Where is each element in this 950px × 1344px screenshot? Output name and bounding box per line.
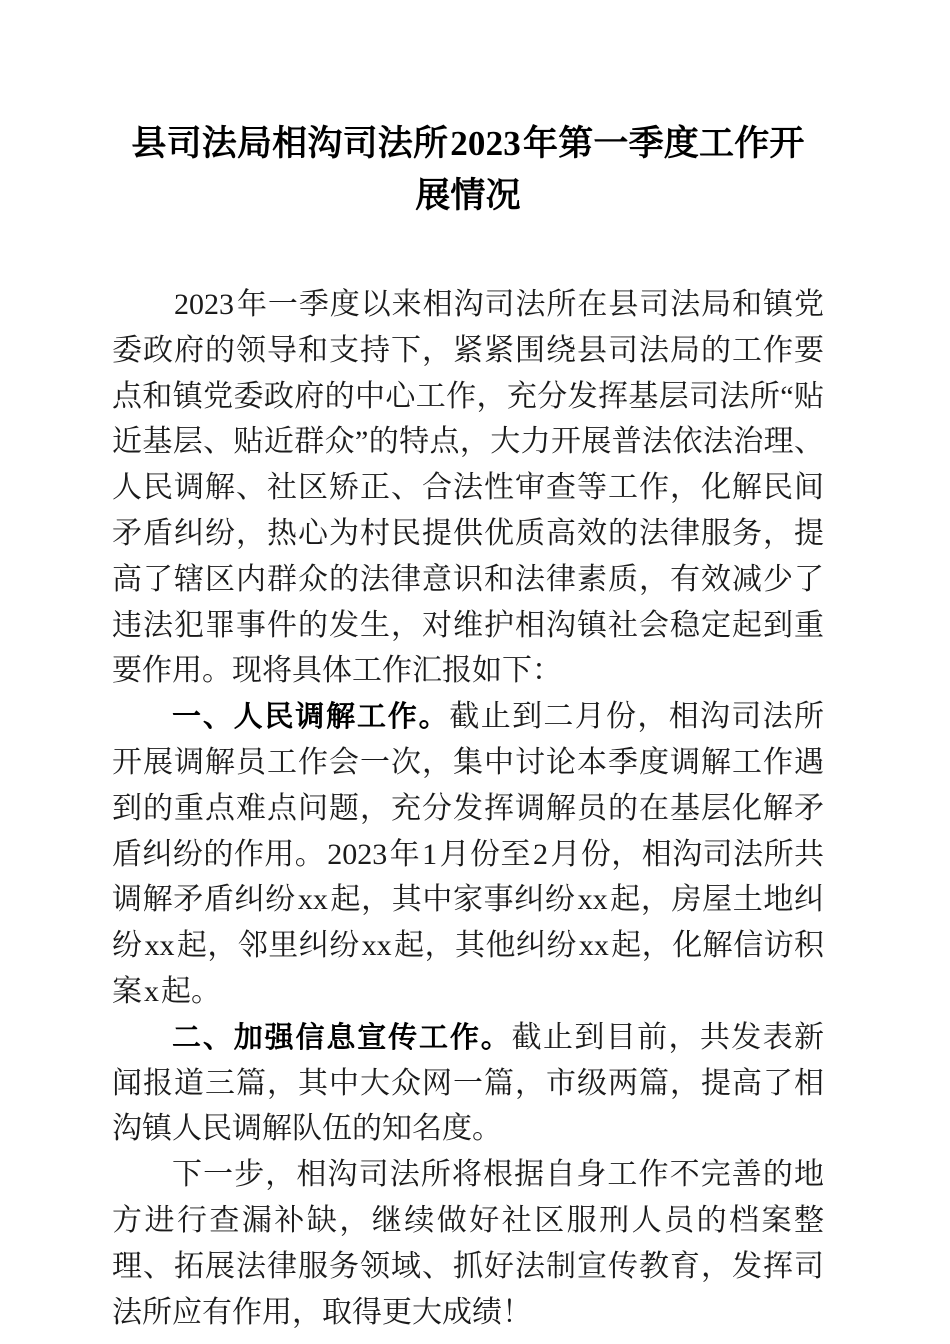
latin-run: 2023 [174, 288, 234, 321]
latin-run: 2023 [450, 124, 521, 163]
latin-run: xx [361, 929, 392, 963]
paragraph-section-2 [112, 1015, 824, 1152]
paragraph-closing: 下一步，相沟司法所将根据自身工作不完善的地方进行查漏补缺，继续做好社区服刑人员的档案整理、拓展法律服务领域、抓好法制宣传教育，发挥司法所应有作用，取得更大成绩！ [112, 1158, 824, 1329]
latin-run: xx [578, 929, 609, 963]
section-heading-1: 一、人民调解工作。 [172, 699, 450, 734]
section-body-1: 截止到二月份，相沟司法所开展调解员工作会一次，集中讨论本季度调解工作遇到的重点难点问题，充分发挥调解员的在基层化解矛盾纠纷的作用。2023年1月份至2月份，相沟司法所共调解矛盾纠纷xx起，其中家事纠纷xx起，房屋土地纠纷xx起，邻里纠纷xx起，其他纠纷xx起，化解信访积案x起。 [112, 700, 825, 1008]
latin-run: 2023 [327, 837, 388, 871]
document-body [112, 118, 824, 1335]
section-body-2: 截止到目前，共发表新闻报道三篇，其中大众网一篇，市级两篇，提高了相沟镇人民调解队伍的知名度。 [112, 1020, 824, 1146]
latin-run: 1 [422, 837, 438, 871]
section-heading-2: 二、加强信息宣传工作。 [172, 1019, 512, 1054]
paragraph-section-1 [112, 694, 824, 1015]
page-title: 县司法局相沟司法所2023年第一季度工作开展情况 [131, 123, 805, 216]
latin-run: 2 [532, 837, 548, 871]
latin-run: xx [297, 883, 328, 917]
paragraph-intro: 2023年一季度以来相沟司法所在县司法局和镇党委政府的领导和支持下，紧紧围绕县司法局的工作要点和镇党委政府的中心工作，充分发挥基层司法所“贴近基层、贴近群众”的特点，大力开展普法依法治理、人民调解、社区矫正、合法性审查等工作，化解民间矛盾纠纷，热心为村民提供优质高效的法律服务，提高了辖区内群众的法律意识和法律素质，有效减少了违法犯罪事件的发生，对维护相沟镇社会稳定起到重要作用。现将具体工作汇报如下： [112, 288, 824, 688]
latin-run: xx [577, 883, 608, 917]
latin-run: xx [144, 929, 175, 963]
latin-run: x [144, 974, 159, 1008]
